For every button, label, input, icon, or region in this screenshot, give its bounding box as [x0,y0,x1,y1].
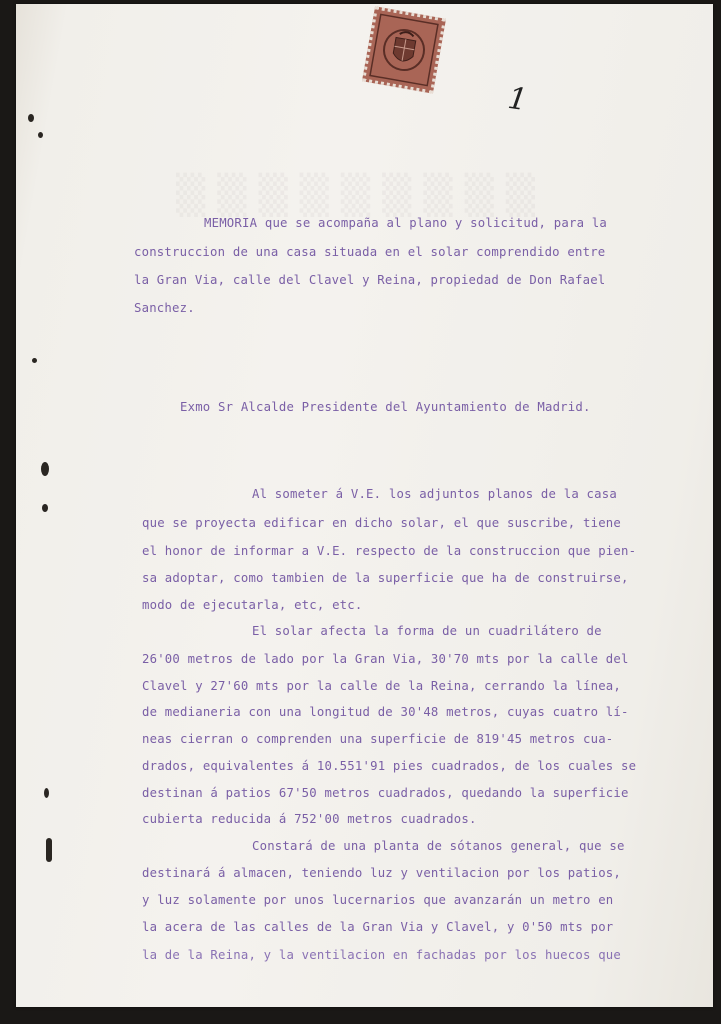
body-line: destinan á patios 67'50 metros cuadrados, quedando la superficie [142,786,629,800]
body-line: modo de ejecutarla, etc, etc. [142,598,363,612]
title-line-4: Sanchez. [134,301,195,315]
body-line: 26'00 metros de lado por la Gran Via, 30'70 mts por la calle del [142,652,629,666]
body-line: El solar afecta la forma de un cuadrilátero de [252,624,602,638]
punch-hole [41,462,49,476]
fiscal-stamp [362,6,446,93]
body-line: destinará á almacen, teniendo luz y ventilacion por los patios, [142,866,622,880]
body-line: Clavel y 27'60 mts por la calle de la Reina, cerrando la línea, [142,679,622,693]
title-line-1: MEMORIA que se acompaña al plano y solicitud, para la [204,216,607,230]
body-line: cubierta reducida á 752'00 metros cuadrados. [142,812,477,826]
body-line: drados, equivalentes á 10.551'91 pies cuadrados, de los cuales se [142,759,637,773]
body-line: Al someter á V.E. los adjuntos planos de la casa [252,487,617,501]
punch-hole [42,504,48,512]
body-line: Constará de una planta de sótanos general, que se [252,839,625,853]
salutation: Exmo Sr Alcalde Presidente del Ayuntamiento de Madrid. [180,400,591,414]
coat-of-arms-icon [365,10,442,90]
body-line: la acera de las calles de la Gran Via y Clavel, y 0'50 mts por [142,920,614,934]
punch-hole [46,838,52,862]
watermark: ▒▒▒▒▒▒▒▒▒ [176,172,548,217]
body-line: sa adoptar, como tambien de la superficie que ha de construirse, [142,571,629,585]
body-line: el honor de informar a V.E. respecto de la construccion que pien- [142,544,637,558]
punch-hole [32,358,37,363]
punch-hole [38,132,43,138]
handwritten-page-number: 1 [505,80,530,119]
punch-hole [44,788,49,798]
title-lead-word: MEMORIA [204,216,258,230]
punch-hole [28,114,34,122]
title-line-3: la Gran Via, calle del Clavel y Reina, propiedad de Don Rafael [134,273,606,287]
body-line: neas cierran o comprenden una superficie de 819'45 metros cua- [142,732,614,746]
body-line: la de la Reina, y la ventilacion en fachadas por los huecos que [142,948,622,962]
title-line-2: construccion de una casa situada en el solar comprendido entre [134,245,606,259]
body-line: que se proyecta edificar en dicho solar, el que suscribe, tiene [142,516,622,530]
body-line: y luz solamente por unos lucernarios que avanzarán un metro en [142,893,614,907]
document-page [16,4,713,1007]
body-line: de medianeria con una longitud de 30'48 metros, cuyas cuatro lí- [142,705,629,719]
